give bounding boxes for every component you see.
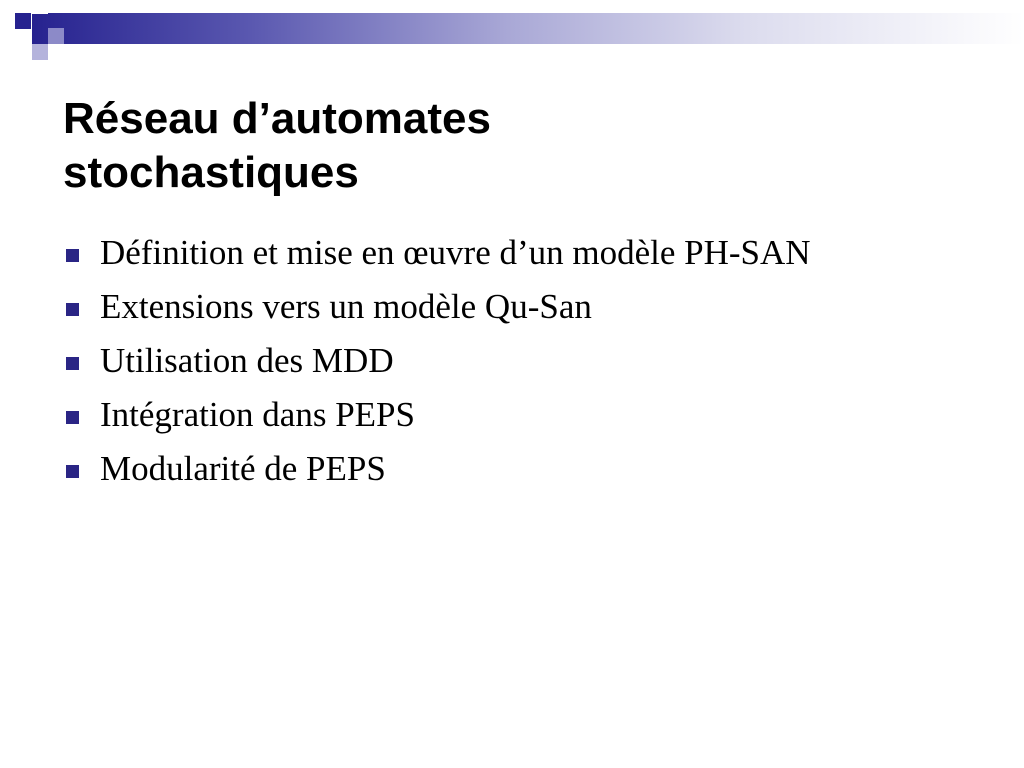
bullet-text: Utilisation des MDD <box>100 341 394 380</box>
square-bullet-icon <box>66 465 79 478</box>
slide-title-line-1: Réseau d’automates <box>63 94 491 143</box>
header-gradient-band <box>32 13 1024 44</box>
square-bullet-icon <box>66 303 79 316</box>
corner-square-decoration <box>32 44 48 60</box>
slide-title-line-2: stochastiques <box>63 148 359 197</box>
bullet-text: Définition et mise en œuvre d’un modèle PH-SAN <box>100 233 811 272</box>
bullet-text: Modularité de PEPS <box>100 449 386 488</box>
corner-square-decoration <box>32 0 48 14</box>
bullet-list <box>63 232 903 502</box>
bullet-item <box>63 232 903 274</box>
bullet-item <box>63 394 903 436</box>
bullet-item <box>63 340 903 382</box>
bullet-item <box>63 448 903 490</box>
corner-square-decoration <box>15 13 31 29</box>
bullet-text: Intégration dans PEPS <box>100 395 415 434</box>
slide-title <box>63 92 963 200</box>
bullet-text: Extensions vers un modèle Qu-San <box>100 287 592 326</box>
corner-square-decoration <box>48 28 64 44</box>
bullet-item <box>63 286 903 328</box>
square-bullet-icon <box>66 249 79 262</box>
square-bullet-icon <box>66 357 79 370</box>
square-bullet-icon <box>66 411 79 424</box>
corner-square-decoration <box>15 29 32 44</box>
